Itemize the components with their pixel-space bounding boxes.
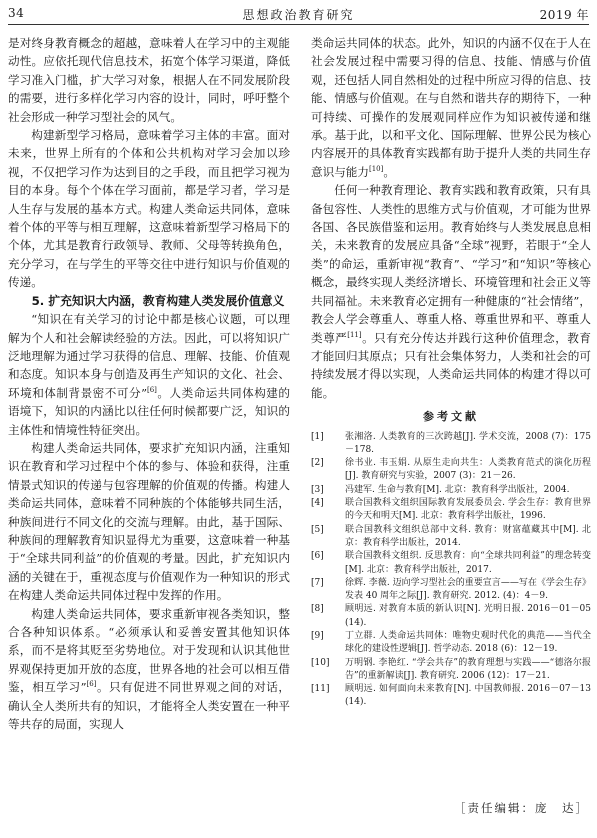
references-title: 参考文献 [423, 410, 479, 424]
reference-number: [11] [311, 684, 330, 695]
paragraph: 构建人类命运共同体，要求扩充知识内涵，注重知识在教育和学习过程中个体的参与、体验和获得，注重情景式知识的传递与包容理解的价值观的传播。构建人类命运共同体，意味着不同种族的个体能够共同生活，种族间进行不同文化的交流与理解。由此，基于国际、种族间的理解教育知识显得尤为重要，这意味着一种基于“全球共同利益”的价值观的考量。因此，扩充知识内涵的关键在于，重视态度与价值观作为一种知识的形式在构建人类命运共同体过程中发挥的作用。 [8, 440, 290, 603]
paragraph-text: 任何一种教育理论、教育实践和教育政策，只有具备包容性、人类性的思维方式与价值观，才可能为世界各国、各民族借鉴和运用。教育始终与人类发展息息相关，未来教育的发展应具备“全球”视野，若眼于“全人类”的命运，重新审视“教育”、“学习”和“知识”等核心概念，最终实现人类经济增长、环境管理和社会正义等共同福祉。未来教育必定拥有一种健康的“社会情绪”，教会人学会尊重人、尊重人格、尊重世界和平、尊重人类尊严 [311, 183, 591, 345]
reference-list [311, 431, 591, 710]
reference-item [311, 550, 591, 577]
citation-mark: [6] [86, 680, 97, 689]
reference-number: [4] [311, 498, 324, 509]
reference-item [311, 484, 591, 497]
journal-title: 思想政治教育研究 [242, 8, 355, 22]
reference-text: 联合国教科文组织. 反思教育：向“全球共同利益”的理念转变[M]. 北京：教育科学出版社，2017. [345, 551, 591, 575]
page-number: 34 [8, 6, 25, 20]
paragraph [311, 34, 591, 181]
reference-text: 丁立群. 人类命运共同体：唯物史观时代化的典范——当代全球化的建设性逻辑[J]. 哲学动态. 2018 (6)：12－19. [345, 630, 591, 655]
reference-number: [5] [311, 524, 324, 535]
right-column [311, 34, 591, 710]
reference-text: 徐辉. 李薇. 迈向学习型社会的重要宣言——写在《学会生存》发表 40 周年之际[J]. 教育研究. 2012. (4)：4－9. [345, 577, 591, 602]
paragraph-text: 。人类命运共同体构建的语境下，知识的内涵比以往任何时候都要广泛，知识的主体性和情境性特征突出。 [8, 385, 290, 437]
reference-item [311, 524, 591, 551]
paragraph [311, 181, 591, 402]
paragraph-text: 构建人类命运共同体，要求重新审视各类知识，整合各种知识体系。“必须承认和妥善安置其他知识体系，而不是将其贬至劣势地位。对于发现和认识其他世界观保持更加开放的态度，世界各地的社会可以相互借鉴，相互学习” [8, 606, 290, 695]
reference-text: 顾明远. 如何面向未来教育[N]. 中国教师报. 2016－07－13 (14). [345, 684, 591, 708]
reference-item [311, 577, 591, 604]
reference-item [311, 457, 591, 484]
journal-year: 2019 年 [539, 8, 589, 22]
reference-text: 徐书业. 韦玉娟. 从原生走向共生：人类教育范式的演化历程[J]. 教育研究与实验，2007 (3)：21－26. [345, 458, 591, 482]
reference-item [311, 603, 591, 630]
reference-number: [3] [311, 484, 324, 495]
paragraph: 是对终身教育概念的超越，意味着人在学习中的主观能动性。应依托现代信息技术，拓宽个体学习渠道，降低学习准入门槛，扩大学习对象，根据人在不同发展阶段的需要，进行多样化学习内容的设计，同时，呼吁整个社会形成一种学习型社会的风气。 [8, 36, 290, 124]
citation-mark: [11] [347, 330, 362, 339]
paragraph-text: 。 [383, 164, 395, 179]
section-heading: 5. 扩充知识大内涵，教育构建人类发展价值意义 [31, 293, 285, 308]
reference-item [311, 657, 591, 684]
paragraph-text: 。只有促进不同世界观之间的对话，确认全人类所共有的知识，才能将全人类安置在一种平等共存的局面，实现人 [8, 680, 290, 732]
reference-item [311, 431, 591, 458]
reference-item [311, 630, 591, 657]
editor-credit: ［责任编辑：庞 达］ [454, 801, 589, 815]
reference-number: [9] [311, 630, 324, 641]
reference-text: 张湘洛. 人类教育的三次跨越[J]. 学术交流，2008 (7)：175－178. [345, 431, 591, 455]
paragraph-text: 。只有充分传达并践行这种价值理念，教育才能回归其原点；只有社会集体努力，人类和社会的可持续发展才得以实现，人类命运共同体的构建才得以可能。 [311, 330, 591, 400]
paragraph [8, 605, 290, 734]
citation-mark: [10] [368, 164, 384, 173]
paragraph-text: “知识在有关学习的讨论中都是核心议题，可以理解为个人和社会解读经验的方法。因此，可以将知识广泛地理解为通过学习获得的信息、理解、技能、价值观和态度。知识本身与创造及再生产知识的文化、社会、环境和体制背景密不可分” [8, 312, 290, 400]
reference-item [311, 683, 591, 710]
reference-item [311, 497, 591, 524]
reference-text: 联合国教科文组织国际教育发展委员会. 学会生存：教育世界的今天和明天[M]. 北京：教育科学出版社，1996. [345, 498, 591, 522]
reference-number: [8] [311, 604, 324, 615]
citation-mark: [6] [147, 385, 157, 394]
reference-text: 冯建军. 生命与教育[M]. 北京：教育科学出版社，2004. [345, 484, 570, 495]
paragraph-text: 类命运共同体的状态。此外，知识的内涵不仅在于人在社会发展过程中需要习得的信息、技能、情感与价值观，还包括人同自然相处的过程中所应习得的信息、技能、情感与价值观。在与自然和谐共存的期待下，一种可持续、可操作的发展观同样应作为知识被传递和继承。基于此，以和平文化、国际理解、世界公民为核心内容展开的具体教育实践都有助于提升人类的共同生存意识与能力 [311, 36, 591, 179]
paragraph: 构建新型学习格局，意味着学习主体的丰富。面对未来，世界上所有的个体和公共机构对学习会加以珍视，不仅把学习作为达到目的之手段，而且把学习视为目的本身。每个个体在学习面前，都是学习者，学习是人生存与发展的基本方式。构建人类命运共同体，意味着个体的平等与相互理解，这意味着新型学习格局下的个体，尤其是教育行政领导、教师、父母等转换角色，充分学习，在与学生的平等交往中进行知识与价值观的传递。 [8, 128, 290, 290]
reference-text: 联合国教科文组织总部中文科. 教育：财富蕴藏其中[M]. 北京：教育科学出版社，2014. [345, 524, 591, 548]
reference-number: [1] [311, 431, 324, 442]
running-header [8, 4, 589, 24]
left-column [8, 34, 290, 733]
reference-text: 顾明远. 对教育本质的新认识[N]. 光明日报. 2016－01－05 (14). [345, 604, 591, 628]
reference-number: [10] [311, 657, 330, 668]
reference-text: 万明钢. 李艳红. “学会共存”的教育理想与实践——“德洛尔报告”的重新解读[J]. 教育研究. 2006 (12)：17－21. [345, 657, 591, 681]
reference-number: [7] [311, 577, 324, 588]
reference-number: [2] [311, 458, 324, 469]
reference-number: [6] [311, 551, 324, 562]
header-rule [8, 24, 589, 25]
paragraph [8, 310, 290, 439]
